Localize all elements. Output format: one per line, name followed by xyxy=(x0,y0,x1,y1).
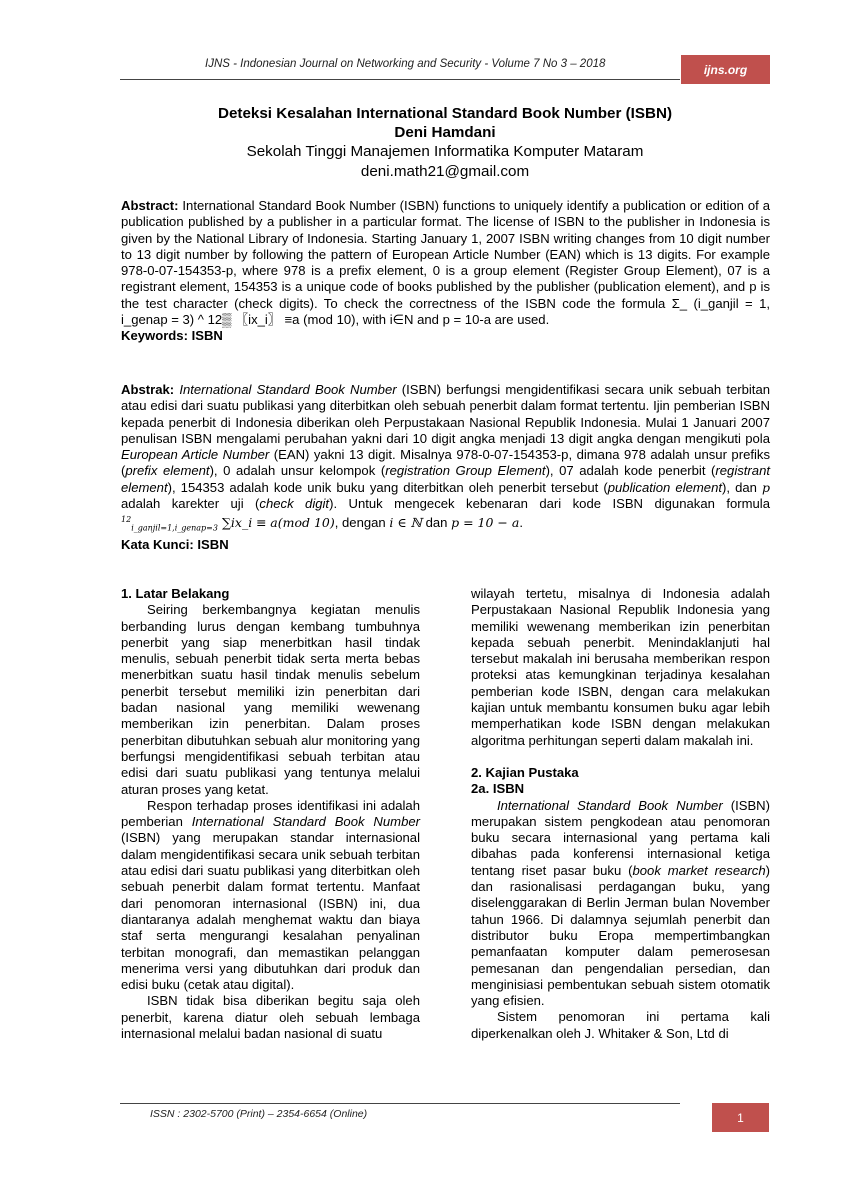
abstrak-label: Abstrak: xyxy=(121,382,175,397)
journal-header: IJNS - Indonesian Journal on Networking and Security - Volume 7 No 3 – 2018 xyxy=(205,58,606,70)
formula-i: i ∈ ℕ xyxy=(389,515,422,531)
abstrak-italic: check digit xyxy=(259,496,330,512)
formula-mod: a(mod 10) xyxy=(270,515,335,531)
formula-p-eq: p = 10 − a xyxy=(451,515,520,531)
paragraph: Seiring berkembangnya kegiatan menulis berbanding lurus dengan kembang tumbuhnya penerbit yang siap menerbitkan hasil tindak menulis, sebuah penerbit tidak serta merta bebas menerbitkan suatu hasil tindak menulis sebelum penerbit tersebut memiliki izin penerbitan dari badan nasional yang memiliki wewenang memberikan izin penerbitan. Dalam proses penerbitan dibutuhkan sebuah alur monitoring yang berfungsi mengidentifikasi sebuah terbitan atau edisi dari suatu publikasi yang tentunya melalui aturan proses yang ketat. xyxy=(121,602,420,797)
section-2a-title: 2a. ISBN xyxy=(471,781,525,797)
header-rule xyxy=(120,79,680,80)
paragraph: Sistem penomoran ini pertama kali diperkenalkan oleh J. Whitaker & Son, Ltd di xyxy=(471,1009,770,1041)
left-column xyxy=(121,586,420,1042)
title-block xyxy=(80,104,810,182)
abstrak-italic: registrant element xyxy=(121,463,770,495)
paragraph-italic: International Standard Book Number xyxy=(191,814,420,830)
abstrak-text: ), dan xyxy=(722,479,762,495)
abstrak-text: (EAN) yakni 13 digit. Misalnya 978-0-07-154353-p, dimana 978 adalah unsur prefiks ( xyxy=(121,447,770,479)
abstrak-italic: prefix element xyxy=(125,463,210,479)
paragraph: ISBN tidak bisa diberikan begitu saja oleh penerbit, karena diatur oleh sebuah lembaga internasional melalui badan nasional di suatu xyxy=(121,993,420,1042)
paragraph: wilayah tertetu, misalnya di Indonesia adalah Perpustakaan Nasional Republik Indonesia yang memiliki wewenang memberikan izin penerbitan kepada sebuah penerbit. Menindaklanjuti hal tersebut makalah ini berusaha memberikan respon proteksi atas kemungkinan terjadinya kesalahan pemberian kode ISBN, dengan cara melakukan kajian untuk membantu konsumen buku agar lebih memperhatikan kode ISBN dengan melakukan algoritma perhitungan seperti dalam makalah ini. xyxy=(471,586,770,748)
spacer xyxy=(471,749,770,765)
abstract-text: International Standard Book Number (ISBN) functions to uniquely identify a publication or edition of a publication published by a publisher in a particular format. The license of ISBN to the publisher in Indonesia is given by the National Library of Indonesia. Starting January 1, 2007 ISBN writing changes from 10 digit number to 13 digit number by following the pattern of European Article Number (EAN) which is 13 digits. For example 978-0-07-154353-p, where 978 is a prefix element, 0 is a group element (Register Group Element), 07 is a registrant element, 154353 is a unique code of books published by the publisher (publication element), and p is the test character (check digits). To check the correctness of the ISBN code the formula Σ_ (i_ganjil = 1, i_genap = 3) ^ 12▒ 〖ix_i〗 ≡a (mod 10), with i∈N and p = 10-a are used. xyxy=(121,198,770,328)
abstrak-text: ). Untuk mengecek kebenaran dari kode ISBN digunakan formula xyxy=(329,496,770,512)
paragraph-italic: International Standard Book Number xyxy=(497,797,723,813)
paragraph-text: Respon terhadap proses identifikasi ini adalah pemberian xyxy=(121,797,420,830)
section-1-title: 1. Latar Belakang xyxy=(121,586,230,601)
author-email[interactable]: deni.math21@gmail.com xyxy=(360,163,530,180)
formula-p: p xyxy=(761,479,770,495)
affiliation: Sekolah Tinggi Manajemen Informatika Komputer Mataram xyxy=(246,143,644,160)
paragraph-text: (ISBN) yang merupakan standar internasional dalam mengidentifikasi secara unik sebuah terbitan atau edisi dari suatu publikasi yang diterbitkan oleh sebuah penerbit dalam format tertentu. Manfaat dari penomoran internasional (ISBN) ini, dua diantaranya adalah menghemat waktu dan biaya staf serta mengurangi kesalahan penyalinan terbitan monografi, dan memastikan pelanggan menerima versi yang dibutuhkan dari produk dan edisi buku (cetak atau digital). xyxy=(121,830,420,993)
issn-footer: ISSN : 2302-5700 (Print) – 2354-6654 (Online) xyxy=(150,1108,368,1120)
abstrak-text: , dengan xyxy=(334,515,390,531)
abstract-english xyxy=(121,198,770,345)
right-column xyxy=(471,586,770,1042)
page-number: 1 xyxy=(712,1103,769,1132)
sum-body: ∑ix_i ≡ xyxy=(221,515,267,531)
paragraph-text: (ISBN) merupakan sistem pengkodean atau penomoran buku secara internasional yang pertama kali dibahas pada konferensi internasional ketiga tentang riset pasar buku ( xyxy=(471,797,770,878)
abstrak-text: (ISBN) berfungsi mengidentifikasi secara unik sebuah terbitan atau edisi dari suatu publikasi yang diterbitkan oleh sebuah penerbit dalam format tertentu. Ijin pemberian ISBN kepada penerbit di Indonesia diberikan oleh Perpustakaan Nasional Republik Indonesia. Mulai 1 Januari 2007 penulisan ISBN mengalami perubahan yakni dari 10 digit angka menjadi 13 digit angka dengan mengikuti pola xyxy=(121,382,771,446)
paper-title: Deteksi Kesalahan International Standard Book Number (ISBN) xyxy=(217,105,673,122)
paragraph-italic: book market research xyxy=(632,862,766,878)
abstrak-text: ), 154353 adalah kode unik buku yang diterbitkan oleh penerbit tersebut ( xyxy=(167,479,608,495)
footer-rule xyxy=(120,1103,680,1104)
paragraph xyxy=(471,798,770,1010)
abstrak-italic: publication element xyxy=(607,479,722,495)
abstract-indonesian xyxy=(121,382,770,554)
abstrak-text: . xyxy=(519,515,523,531)
sum-lower: i_ganjil=1,i_genap=3 xyxy=(131,524,218,534)
abstrak-italic: European Article Number xyxy=(121,447,270,463)
keywords-english: Keywords: ISBN xyxy=(121,328,223,344)
abstrak-italic: International Standard Book Number xyxy=(179,382,397,397)
abstrak-text: adalah karekter uji ( xyxy=(121,496,260,512)
section-2-title: 2. Kajian Pustaka xyxy=(471,764,579,780)
abstrak-italic: registration Group Element xyxy=(385,463,546,479)
keywords-indonesian: Kata Kunci: ISBN xyxy=(121,537,229,553)
journal-site-link[interactable]: ijns.org xyxy=(681,55,770,84)
paragraph-text: ) dan rasionalisasi perdagangan buku, yang diselenggarakan di Berlin Jerman bulan November tahun 1966. Di dalamnya sejumlah penerbit dan distributor buku Eropa mempertimbangkan pemanfaatan komputer dalam pemerosesan pemesanan dan pengendalian persedian, dan menginisiasi pembentukan sebuah sistem otomatik yang efisien. xyxy=(471,862,770,1009)
abstrak-text: dan xyxy=(421,515,452,531)
author-name: Deni Hamdani xyxy=(394,124,496,141)
abstrak-text: ), 0 adalah unsur kelompok ( xyxy=(209,463,386,479)
sum-formula xyxy=(121,512,267,537)
abstrak-text: ), 07 adalah kode penerbit ( xyxy=(545,463,716,479)
sum-upper: 12 xyxy=(121,515,132,525)
paragraph xyxy=(121,798,420,994)
abstract-label: Abstract: xyxy=(121,198,179,213)
